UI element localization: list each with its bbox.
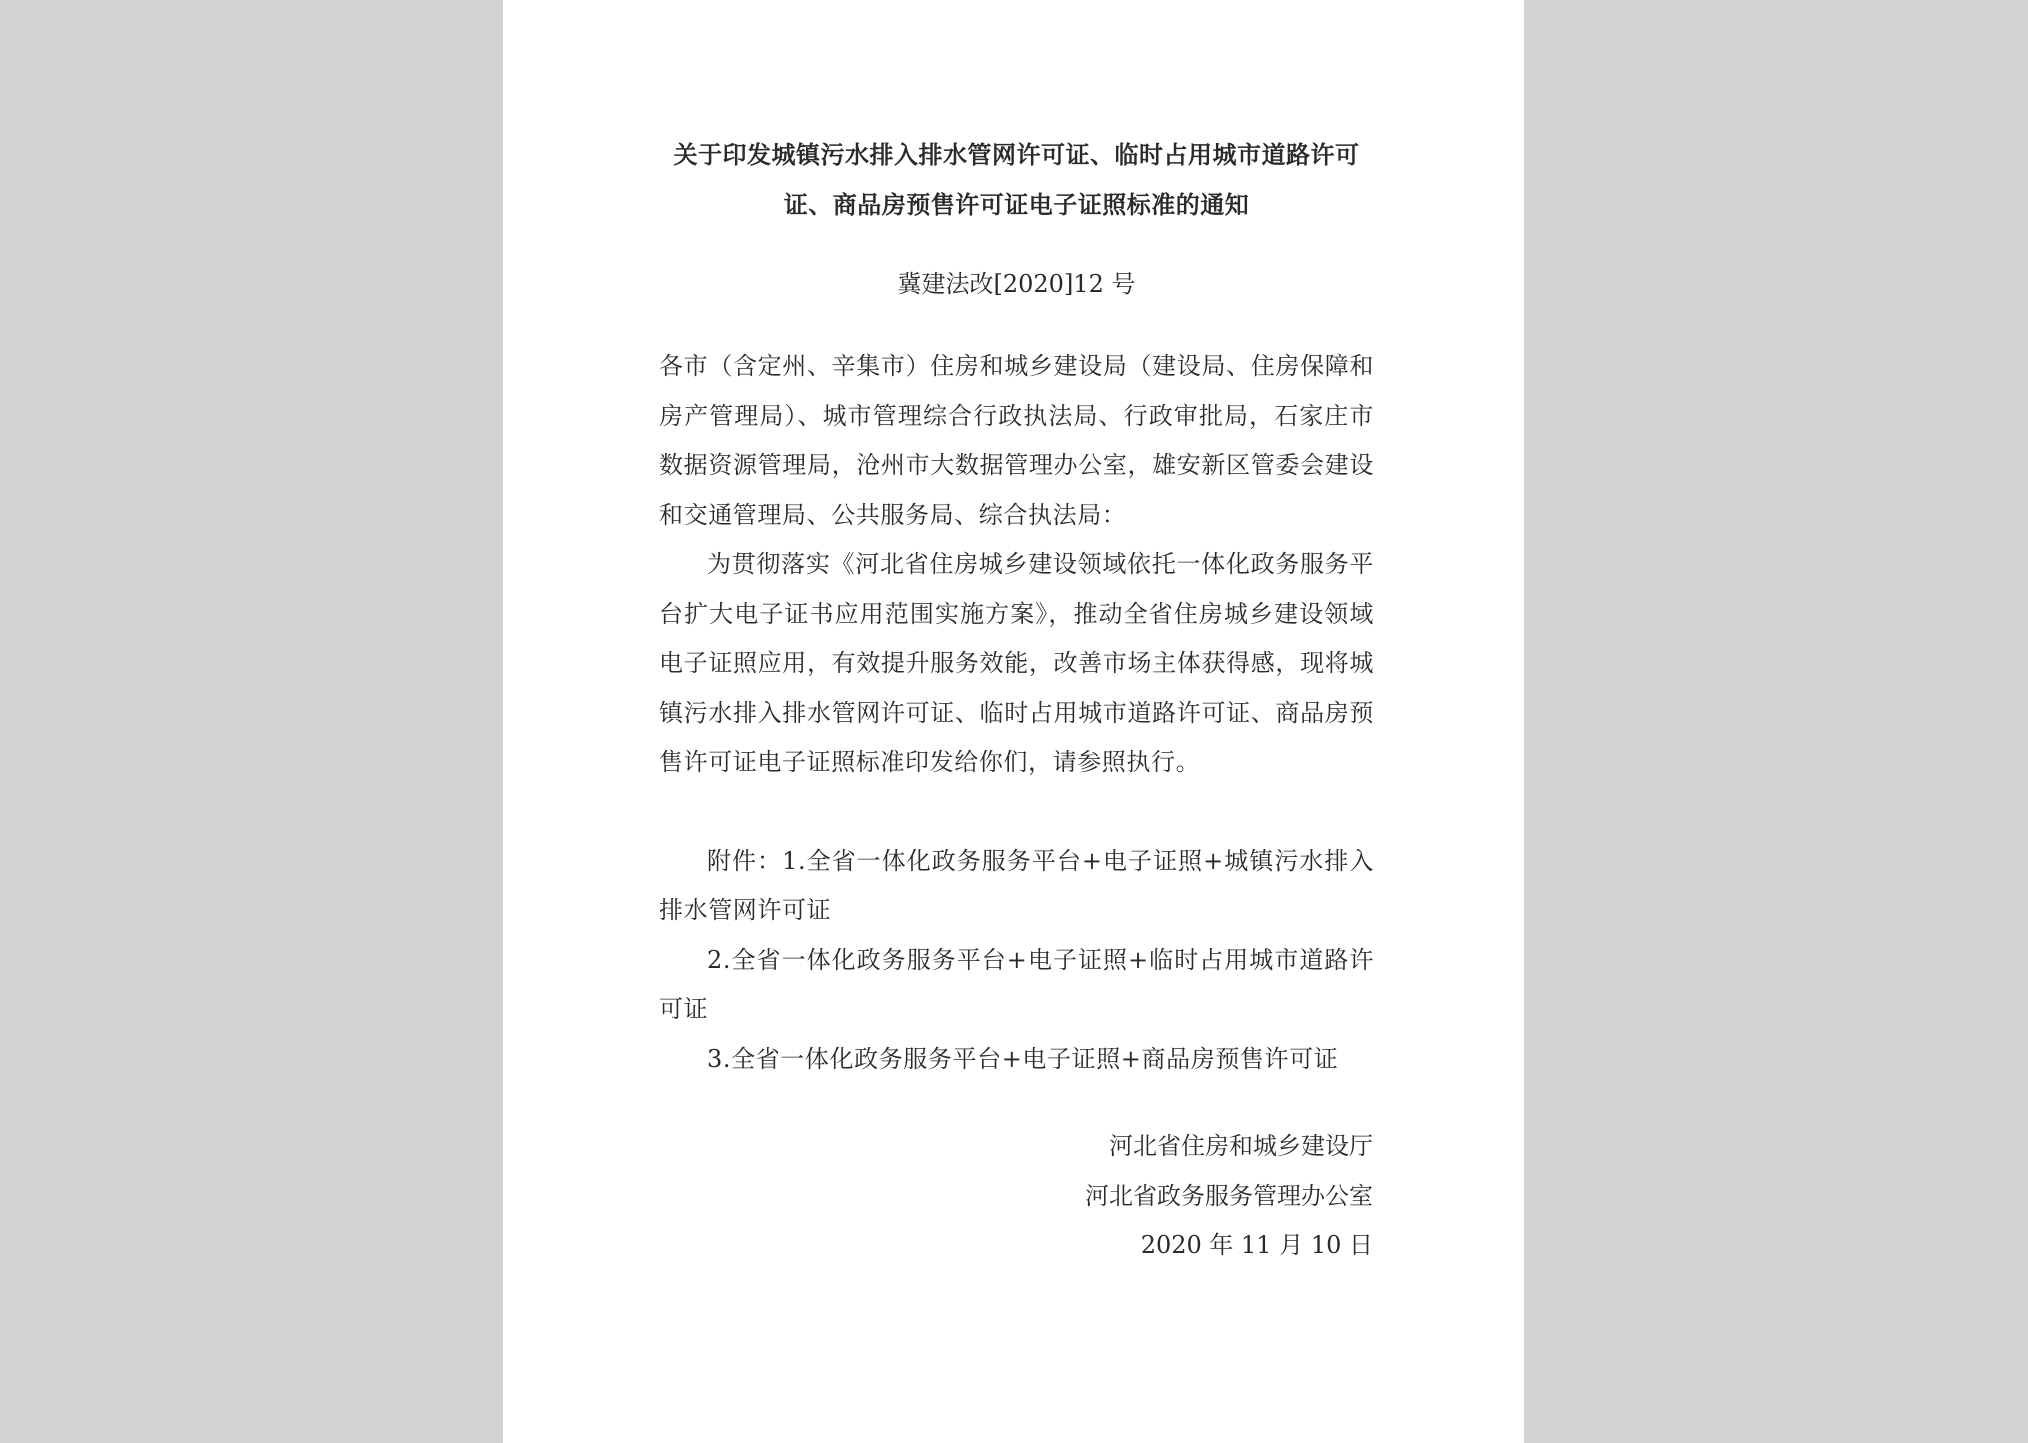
issuer-2: 河北省政务服务管理办公室 (1085, 1181, 1373, 1210)
document-content (659, 130, 1374, 1271)
document-title (659, 130, 1374, 230)
body-paragraph: 为贯彻落实《河北省住房城乡建设领域依托一体化政务服务平台扩大电子证书应用范围实施方案》，推动全省住房城乡建设领域电子证照应用，有效提升服务效能，改善市场主体获得感，现将城镇污水排入排水管网许可证、临时占用城市道路许可证、商品房预售许可证电子证照标准印发给你们，请参照执行。 (659, 550, 1374, 776)
signature-block (659, 1122, 1374, 1271)
issue-date: 2020 年 11 月 10 日 (1140, 1231, 1373, 1259)
salutation: 各市（含定州、辛集市）住房和城乡建设局（建设局、住房保障和房产管理局）、城市管理综合行政执法局、行政审批局，石家庄市数据资源管理局，沧州市大数据管理办公室，雄安新区管委会建设和交通管理局、公共服务局、综合执法局： (659, 352, 1374, 529)
title-line-2: 证、商品房预售许可证电子证照标准的通知 (783, 191, 1250, 219)
attachment-item-2: 2.全省一体化政务服务平台+电子证照+临时占用城市道路许可证 (659, 945, 1374, 1023)
title-line-1: 关于印发城镇污水排入排水管网许可证、临时占用城市道路许可 (673, 141, 1360, 169)
attachment-item-1: 附件：1.全省一体化政务服务平台+电子证照+城镇污水排入排水管网许可证 (659, 846, 1374, 924)
issuer-1: 河北省住房和城乡建设厅 (1109, 1132, 1373, 1160)
attachment-item-3: 3.全省一体化政务服务平台+电子证照+商品房预售许可证 (707, 1044, 1339, 1073)
attachments-list (659, 837, 1374, 1085)
document-number: 冀建法改[2020]12 号 (897, 270, 1136, 298)
document-page (503, 0, 1524, 1443)
